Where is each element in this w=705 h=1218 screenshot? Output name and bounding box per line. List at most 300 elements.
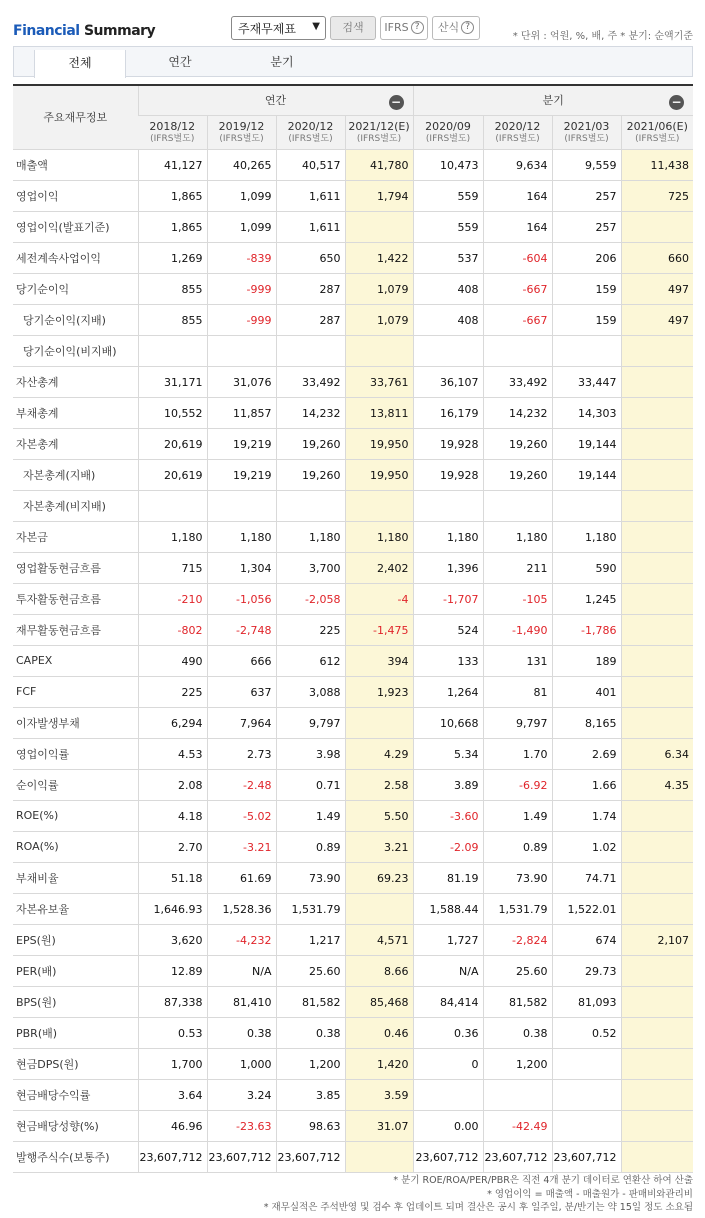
table-cell: 25.60 — [483, 955, 552, 986]
table-cell: 4.18 — [138, 800, 207, 831]
table-cell: 20,619 — [138, 459, 207, 490]
table-cell — [621, 459, 693, 490]
table-cell: 408 — [413, 273, 483, 304]
table-row — [13, 273, 693, 304]
table-cell: 23,607,712 — [138, 1141, 207, 1172]
annual-group-label: 연간 — [264, 94, 287, 108]
table-row — [13, 583, 693, 614]
table-cell — [552, 335, 621, 366]
table-cell: 3,620 — [138, 924, 207, 955]
table-cell: 0.46 — [345, 1017, 413, 1048]
period-tabs — [13, 46, 693, 77]
table-cell: -802 — [138, 614, 207, 645]
table-cell — [207, 490, 276, 521]
table-cell: 1,180 — [413, 521, 483, 552]
table-cell: 612 — [276, 645, 345, 676]
table-cell: 497 — [621, 304, 693, 335]
table-cell — [345, 893, 413, 924]
row-label: 현금배당수익률 — [13, 1079, 138, 1110]
period-header — [413, 115, 483, 149]
table-cell: 74.71 — [552, 862, 621, 893]
table-cell: 1,923 — [345, 676, 413, 707]
table-cell: 206 — [552, 242, 621, 273]
table-cell: 9,634 — [483, 149, 552, 180]
table-cell: 1,531.79 — [483, 893, 552, 924]
table-cell: 1,396 — [413, 552, 483, 583]
table-cell — [621, 893, 693, 924]
table-cell: 3.85 — [276, 1079, 345, 1110]
table-cell: 257 — [552, 211, 621, 242]
table-cell: 1,180 — [483, 521, 552, 552]
table-cell: 81,582 — [483, 986, 552, 1017]
ifrs-label: IFRS — [384, 21, 409, 34]
table-cell: 1,079 — [345, 273, 413, 304]
table-cell: -839 — [207, 242, 276, 273]
table-cell: 394 — [345, 645, 413, 676]
table-cell — [345, 1141, 413, 1172]
table-cell: 19,950 — [345, 459, 413, 490]
table-cell: 1,611 — [276, 211, 345, 242]
row-label: PER(배) — [13, 955, 138, 986]
table-cell: 0.38 — [207, 1017, 276, 1048]
table-cell — [621, 397, 693, 428]
table-cell: 490 — [138, 645, 207, 676]
table-row — [13, 707, 693, 738]
table-cell: 1,304 — [207, 552, 276, 583]
table-cell — [621, 645, 693, 676]
table-cell: 2,107 — [621, 924, 693, 955]
table-cell: 9,797 — [276, 707, 345, 738]
period-basis: (IFRS별도) — [425, 134, 471, 144]
table-cell — [276, 335, 345, 366]
footnote: * 분기 ROE/ROA/PER/PBR은 직전 4개 분기 데이터로 연환산 하여 산출 — [393, 1175, 693, 1186]
period-basis: (IFRS별도) — [635, 134, 680, 144]
table-cell: 19,219 — [207, 459, 276, 490]
table-cell — [621, 862, 693, 893]
tab-all[interactable]: 전체 — [34, 50, 126, 78]
quarter-group-header — [413, 85, 693, 115]
table-cell: -1,786 — [552, 614, 621, 645]
row-label: 부채비율 — [13, 862, 138, 893]
table-cell: 9,797 — [483, 707, 552, 738]
period-basis: (IFRS별도) — [564, 134, 609, 144]
row-label: 매출액 — [13, 149, 138, 180]
table-cell: 98.63 — [276, 1110, 345, 1141]
table-cell — [621, 1079, 693, 1110]
table-cell: -1,056 — [207, 583, 276, 614]
table-body — [13, 149, 693, 1172]
table-cell — [483, 1079, 552, 1110]
table-cell: 19,260 — [483, 428, 552, 459]
help-icon: ? — [461, 21, 474, 34]
table-cell: 33,447 — [552, 366, 621, 397]
table-cell: 14,232 — [276, 397, 345, 428]
table-cell: 19,219 — [207, 428, 276, 459]
row-label: 투자활동현금흐름 — [13, 583, 138, 614]
table-cell: 9,559 — [552, 149, 621, 180]
table-cell: N/A — [207, 955, 276, 986]
table-row — [13, 242, 693, 273]
table-row — [13, 304, 693, 335]
table-cell: 10,473 — [413, 149, 483, 180]
table-row — [13, 1110, 693, 1141]
table-cell: 725 — [621, 180, 693, 211]
table-cell: 159 — [552, 273, 621, 304]
table-row — [13, 459, 693, 490]
ifrs-help-button[interactable] — [380, 16, 428, 40]
table-cell: 87,338 — [138, 986, 207, 1017]
table-cell: 12.89 — [138, 955, 207, 986]
title-financial: Financial — [13, 23, 80, 39]
table-cell: 131 — [483, 645, 552, 676]
table-cell: 2.73 — [207, 738, 276, 769]
table-cell — [552, 1079, 621, 1110]
table-row — [13, 893, 693, 924]
period-header — [345, 115, 413, 149]
table-cell: 81 — [483, 676, 552, 707]
table-row — [13, 1017, 693, 1048]
table-cell: -42.49 — [483, 1110, 552, 1141]
table-cell: 1,528.36 — [207, 893, 276, 924]
row-label: 자본금 — [13, 521, 138, 552]
table-cell: 1,794 — [345, 180, 413, 211]
table-row — [13, 180, 693, 211]
table-cell: 1,865 — [138, 180, 207, 211]
period-basis: (IFRS별도) — [288, 134, 333, 144]
tab-annual[interactable]: 연간 — [168, 55, 192, 69]
table-cell: -2.09 — [413, 831, 483, 862]
table-cell — [207, 335, 276, 366]
table-cell: 3.64 — [138, 1079, 207, 1110]
table-row — [13, 397, 693, 428]
statement-type-value: 주재무제표 — [238, 22, 296, 36]
table-row — [13, 521, 693, 552]
table-cell: 1,245 — [552, 583, 621, 614]
table-cell: 19,144 — [552, 459, 621, 490]
row-label: 현금DPS(원) — [13, 1048, 138, 1079]
table-cell: 1.49 — [483, 800, 552, 831]
help-icon: ? — [411, 21, 424, 34]
row-label: 영업활동현금흐름 — [13, 552, 138, 583]
tab-quarter[interactable]: 분기 — [270, 55, 294, 69]
table-cell: 1,099 — [207, 180, 276, 211]
table-cell: -3.21 — [207, 831, 276, 862]
table-cell: 211 — [483, 552, 552, 583]
row-label: 이자발생부채 — [13, 707, 138, 738]
table-cell: 287 — [276, 304, 345, 335]
table-cell — [345, 335, 413, 366]
table-row — [13, 211, 693, 242]
table-cell — [621, 1048, 693, 1079]
table-cell: 19,260 — [483, 459, 552, 490]
table-cell — [345, 490, 413, 521]
table-cell: 3.24 — [207, 1079, 276, 1110]
row-label: 자본총계(지배) — [13, 459, 138, 490]
period-header — [276, 115, 345, 149]
table-cell: 73.90 — [483, 862, 552, 893]
period-label: 2019/12 — [218, 120, 265, 133]
table-cell: 524 — [413, 614, 483, 645]
table-cell: 23,607,712 — [276, 1141, 345, 1172]
table-cell: 287 — [276, 273, 345, 304]
table-row — [13, 1048, 693, 1079]
table-cell: -4 — [345, 583, 413, 614]
table-cell: 10,668 — [413, 707, 483, 738]
table-cell: 11,857 — [207, 397, 276, 428]
table-cell: 2.58 — [345, 769, 413, 800]
row-label: 당기순이익 — [13, 273, 138, 304]
table-cell: 81.19 — [413, 862, 483, 893]
table-cell: 1,264 — [413, 676, 483, 707]
table-cell: 0.89 — [483, 831, 552, 862]
table-cell — [621, 955, 693, 986]
table-cell: 23,607,712 — [483, 1141, 552, 1172]
table-cell: 16,179 — [413, 397, 483, 428]
table-cell: 46.96 — [138, 1110, 207, 1141]
table-cell: -5.02 — [207, 800, 276, 831]
table-cell — [621, 211, 693, 242]
table-cell: 7,964 — [207, 707, 276, 738]
unit-note: * 단위 : 억원, %, 배, 주 * 분기: 순액기준 — [512, 31, 693, 42]
period-basis: (IFRS별도) — [356, 134, 402, 144]
table-row — [13, 738, 693, 769]
table-cell: 8.66 — [345, 955, 413, 986]
table-cell: 81,582 — [276, 986, 345, 1017]
table-row — [13, 924, 693, 955]
table-cell: 164 — [483, 180, 552, 211]
table-cell — [621, 1017, 693, 1048]
table-cell: -23.63 — [207, 1110, 276, 1141]
table-cell: 660 — [621, 242, 693, 273]
table-cell — [276, 490, 345, 521]
row-label: 발행주식수(보통주) — [13, 1141, 138, 1172]
table-cell: 666 — [207, 645, 276, 676]
table-cell: 1,180 — [552, 521, 621, 552]
table-cell: 0.52 — [552, 1017, 621, 1048]
table-cell: 85,468 — [345, 986, 413, 1017]
table-cell: 69.23 — [345, 862, 413, 893]
table-cell: 0.89 — [276, 831, 345, 862]
table-row — [13, 800, 693, 831]
row-label: 자본총계(비지배) — [13, 490, 138, 521]
formula-help-button[interactable] — [432, 16, 480, 40]
table-cell: -999 — [207, 273, 276, 304]
table-cell: 1,588.44 — [413, 893, 483, 924]
table-cell: 4.35 — [621, 769, 693, 800]
row-label: 부채총계 — [13, 397, 138, 428]
row-label: 순이익률 — [13, 769, 138, 800]
table-cell — [138, 335, 207, 366]
table-cell — [483, 490, 552, 521]
table-cell: 40,517 — [276, 149, 345, 180]
table-cell — [621, 1141, 693, 1172]
table-cell: 1,269 — [138, 242, 207, 273]
table-cell: 1.02 — [552, 831, 621, 862]
table-row — [13, 614, 693, 645]
table-cell: 1,531.79 — [276, 893, 345, 924]
table-cell: -1,475 — [345, 614, 413, 645]
period-header — [552, 115, 621, 149]
table-cell: 23,607,712 — [413, 1141, 483, 1172]
table-cell: 1,200 — [483, 1048, 552, 1079]
footnote: * 재무실적은 주석반영 및 검수 후 업데이트 되며 결산은 공시 후 일주일, 분/반기는 약 15일 정도 소요됨 — [263, 1202, 693, 1213]
collapse-quarter-icon[interactable]: − — [669, 95, 684, 110]
table-cell: 1.49 — [276, 800, 345, 831]
chevron-down-icon: ▼ — [312, 21, 320, 32]
table-cell: 559 — [413, 180, 483, 211]
table-cell — [621, 614, 693, 645]
table-cell: 0.36 — [413, 1017, 483, 1048]
table-cell: 1,727 — [413, 924, 483, 955]
table-cell: 0.53 — [138, 1017, 207, 1048]
table-cell: 3,088 — [276, 676, 345, 707]
period-label: 2018/12 — [149, 120, 196, 133]
period-label: 2021/12(E) — [348, 120, 410, 133]
table-cell: 4.29 — [345, 738, 413, 769]
table-cell: -3.60 — [413, 800, 483, 831]
table-cell: 40,265 — [207, 149, 276, 180]
table-cell: 5.34 — [413, 738, 483, 769]
row-label: CAPEX — [13, 645, 138, 676]
table-row — [13, 831, 693, 862]
row-label: 세전계속사업이익 — [13, 242, 138, 273]
period-basis: (IFRS별도) — [495, 134, 540, 144]
table-cell: 19,950 — [345, 428, 413, 459]
table-cell: 36,107 — [413, 366, 483, 397]
row-label: EPS(원) — [13, 924, 138, 955]
table-cell: 159 — [552, 304, 621, 335]
table-cell: -6.92 — [483, 769, 552, 800]
table-cell: 3.21 — [345, 831, 413, 862]
table-cell: 2.08 — [138, 769, 207, 800]
table-cell: 1.70 — [483, 738, 552, 769]
table-cell: 19,260 — [276, 428, 345, 459]
table-cell: 25.60 — [276, 955, 345, 986]
row-label: 영업이익률 — [13, 738, 138, 769]
table-cell: 73.90 — [276, 862, 345, 893]
table-cell: 0 — [413, 1048, 483, 1079]
table-row — [13, 490, 693, 521]
table-cell: -4,232 — [207, 924, 276, 955]
table-cell: 715 — [138, 552, 207, 583]
period-label: 2020/09 — [425, 120, 471, 133]
table-cell: 497 — [621, 273, 693, 304]
table-cell: -2,824 — [483, 924, 552, 955]
table-cell: 3,700 — [276, 552, 345, 583]
table-cell: 1,865 — [138, 211, 207, 242]
table-row — [13, 1141, 693, 1172]
table-cell: 5.50 — [345, 800, 413, 831]
table-cell: 1.66 — [552, 769, 621, 800]
row-label: BPS(원) — [13, 986, 138, 1017]
table-cell: 19,928 — [413, 459, 483, 490]
table-cell: 14,303 — [552, 397, 621, 428]
table-cell: -667 — [483, 304, 552, 335]
row-label: FCF — [13, 676, 138, 707]
table-cell: 1,099 — [207, 211, 276, 242]
statement-type-select[interactable] — [231, 16, 326, 40]
table-cell: 19,260 — [276, 459, 345, 490]
period-header — [207, 115, 276, 149]
period-header — [138, 115, 207, 149]
table-cell — [621, 800, 693, 831]
table-cell: 225 — [138, 676, 207, 707]
table-cell: 1,522.01 — [552, 893, 621, 924]
table-cell: 0.00 — [413, 1110, 483, 1141]
period-label: 2020/12 — [287, 120, 334, 133]
table-cell: 590 — [552, 552, 621, 583]
table-cell: -1,490 — [483, 614, 552, 645]
table-cell: 559 — [413, 211, 483, 242]
table-cell: -1,707 — [413, 583, 483, 614]
table-cell: -105 — [483, 583, 552, 614]
table-cell: 225 — [276, 614, 345, 645]
search-button[interactable]: 검색 — [330, 16, 376, 40]
table-cell: 408 — [413, 304, 483, 335]
row-label: 자본유보율 — [13, 893, 138, 924]
table-cell — [621, 335, 693, 366]
row-label: ROA(%) — [13, 831, 138, 862]
table-cell: 1,422 — [345, 242, 413, 273]
row-label: 당기순이익(비지배) — [13, 335, 138, 366]
collapse-annual-icon[interactable]: − — [389, 95, 404, 110]
table-row — [13, 862, 693, 893]
table-row — [13, 428, 693, 459]
table-cell — [552, 490, 621, 521]
period-basis: (IFRS별도) — [150, 134, 195, 144]
table-cell — [621, 986, 693, 1017]
period-header — [621, 115, 693, 149]
table-cell: -604 — [483, 242, 552, 273]
table-cell — [621, 1110, 693, 1141]
table-row — [13, 149, 693, 180]
table-cell: 1,700 — [138, 1048, 207, 1079]
formula-label: 산식 — [437, 21, 460, 34]
table-cell: 14,232 — [483, 397, 552, 428]
period-label: 2021/06(E) — [626, 120, 688, 133]
table-cell: 33,492 — [276, 366, 345, 397]
table-cell: 0.38 — [483, 1017, 552, 1048]
row-label: 현금배당성향(%) — [13, 1110, 138, 1141]
table-cell — [552, 1048, 621, 1079]
table-cell — [552, 1110, 621, 1141]
table-row — [13, 1079, 693, 1110]
table-cell: 1.74 — [552, 800, 621, 831]
table-cell: 11,438 — [621, 149, 693, 180]
title-summary: Summary — [79, 23, 156, 39]
table-cell — [621, 583, 693, 614]
table-cell — [483, 335, 552, 366]
table-cell: 1,180 — [345, 521, 413, 552]
table-cell: 4,571 — [345, 924, 413, 955]
table-cell: 2,402 — [345, 552, 413, 583]
table-cell: 6,294 — [138, 707, 207, 738]
table-cell: 8,165 — [552, 707, 621, 738]
table-cell — [621, 552, 693, 583]
table-cell: 13,811 — [345, 397, 413, 428]
table-cell: 81,410 — [207, 986, 276, 1017]
table-cell: 650 — [276, 242, 345, 273]
table-cell: 1,180 — [207, 521, 276, 552]
table-row — [13, 769, 693, 800]
table-cell: 41,780 — [345, 149, 413, 180]
table-cell: 29.73 — [552, 955, 621, 986]
table-row — [13, 986, 693, 1017]
table-row — [13, 335, 693, 366]
table-cell — [138, 490, 207, 521]
table-cell: 61.69 — [207, 862, 276, 893]
row-label: 영업이익 — [13, 180, 138, 211]
